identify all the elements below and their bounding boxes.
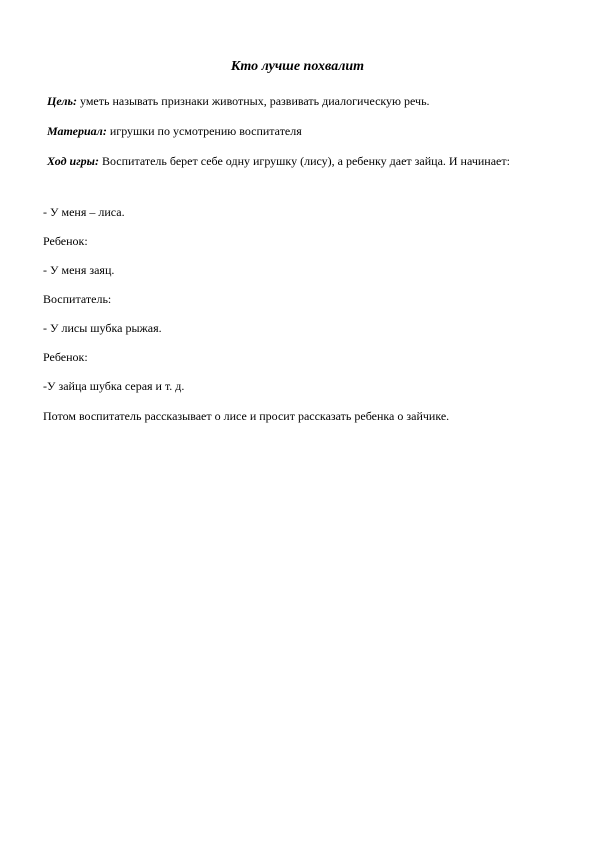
dialogue-line: - У лисы шубка рыжая. xyxy=(43,321,162,335)
game-course-text: Воспитатель берет себе одну игрушку (лису), а ребенку дает зайца. И начинает: xyxy=(98,154,510,168)
dialogue-line: -У зайца шубка серая и т. д. xyxy=(43,379,185,393)
goal-text: уметь называть признаки животных, развивать диалогическую речь. xyxy=(77,94,430,108)
goal-label: Цель: xyxy=(47,94,77,108)
dialogue-line: - У меня – лиса. xyxy=(43,205,125,219)
speaker-label: Ребенок: xyxy=(43,234,88,248)
material-paragraph xyxy=(47,124,557,139)
game-course-paragraph xyxy=(43,154,533,169)
goal-paragraph xyxy=(47,94,557,109)
material-text: игрушки по усмотрению воспитателя xyxy=(106,124,302,138)
closing-paragraph: Потом воспитатель рассказывает о лисе и просит рассказать ребенка о зайчике. xyxy=(43,409,450,423)
document-title: Кто лучше похвалит xyxy=(230,59,365,74)
speaker-label: Ребенок: xyxy=(43,350,88,364)
speaker-label: Воспитатель: xyxy=(43,292,112,306)
dialogue-line: - У меня заяц. xyxy=(43,263,115,277)
material-label: Материал: xyxy=(47,124,107,138)
game-course-label: Ход игры: xyxy=(47,154,99,168)
